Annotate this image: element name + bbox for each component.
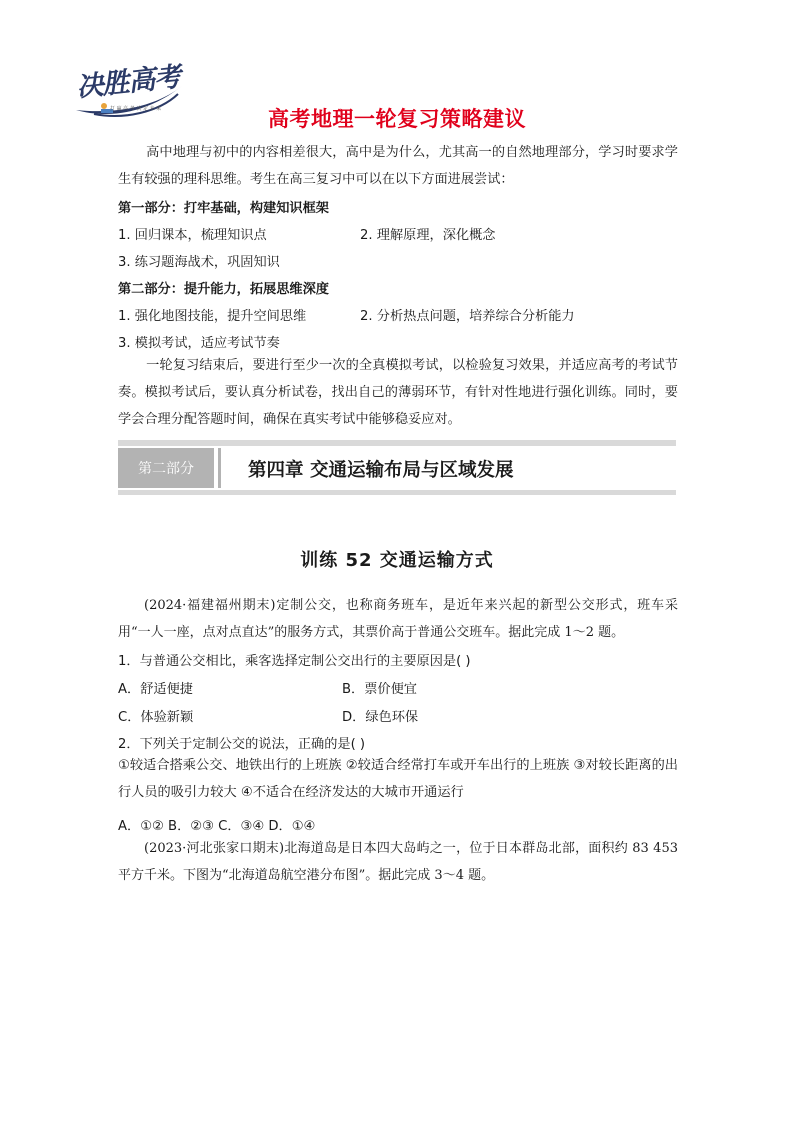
chapter-banner bbox=[118, 440, 676, 496]
intro-paragraph bbox=[118, 139, 678, 193]
passage-2 bbox=[118, 835, 678, 889]
question-1-option-c: C．体验新颖 bbox=[118, 710, 194, 725]
passage-1-text: (2024·福建福州期末)定制公交，也称商务班车，是近年来兴起的新型公交形式，班车采用“一人一座，点对点直达”的服务方式，其票价高于普通公交班车。据此完成 1～2 题。 bbox=[118, 598, 678, 640]
banner-part-tag: 第二部分 bbox=[118, 448, 214, 488]
question-2-statements: ①较适合搭乘公交、地铁出行的上班族 ②较适合经常打车或开车出行的上班族 ③对较长距离的出行人员的吸引力较大 ④不适合在经济发达的大城市开通运行 bbox=[118, 758, 678, 800]
question-1-stem: 1．与普通公交相比，乘客选择定制公交出行的主要原因是( ) bbox=[118, 654, 471, 669]
part2-item-2: 2. 分析热点问题，培养综合分析能力 bbox=[360, 309, 575, 324]
part1-item-2: 2. 理解原理，深化概念 bbox=[360, 228, 496, 243]
part2-item-1: 1. 强化地图技能，提升空间思维 bbox=[118, 309, 307, 324]
page-title: 高考地理一轮复习策略建议 bbox=[268, 107, 526, 131]
question-2-stem: 2．下列关于定制公交的说法，正确的是( ) bbox=[118, 737, 366, 752]
chapter-title: 第四章 交通运输布局与区域发展 bbox=[248, 460, 514, 481]
question-1-option-b: B．票价便宜 bbox=[342, 682, 417, 697]
banner-top-rule bbox=[118, 440, 676, 446]
part2-heading: 第二部分：提升能力，拓展思维深度 bbox=[118, 282, 329, 297]
banner-bottom-rule bbox=[118, 490, 676, 495]
logo-tagline: 打 赢 高 考 决 定 未 来 bbox=[110, 106, 162, 112]
part1-heading: 第一部分：打牢基础，构建知识框架 bbox=[118, 201, 329, 216]
part1-item-3: 3. 练习题海战术，巩固知识 bbox=[118, 255, 280, 270]
intro-text: 高中地理与初中的内容相差很大，高中是为什么，尤其高一的自然地理部分，学习时要求学生有较强的理科思维。考生在高三复习中可以在以下方面进展尝试： bbox=[118, 145, 678, 187]
passage-1 bbox=[118, 592, 678, 646]
passage-2-text: (2023·河北张家口期末)北海道岛是日本四大岛屿之一，位于日本群岛北部，面积约 83 453 平方千米。下图为“北海道岛航空港分布图”。据此完成 3～4 题。 bbox=[118, 841, 678, 883]
closing-paragraph bbox=[118, 352, 678, 433]
part2-item-3: 3. 模拟考试，适应考试节奏 bbox=[118, 336, 280, 351]
question-1-option-a: A．舒适便捷 bbox=[118, 682, 193, 697]
exercise-title: 训练 52 交通运输方式 bbox=[300, 550, 494, 571]
question-2-options: A．①② B．②③ C．③④ D．①④ bbox=[118, 819, 316, 834]
logo-text: 决胜高考 bbox=[74, 61, 182, 104]
question-1-option-d: D．绿色环保 bbox=[342, 710, 419, 725]
part1-item-1: 1. 回归课本，梳理知识点 bbox=[118, 228, 267, 243]
banner-separator bbox=[218, 448, 221, 488]
closing-text: 一轮复习结束后，要进行至少一次的全真模拟考试，以检验复习效果，并适应高考的考试节奏。模拟考试后，要认真分析试卷，找出自己的薄弱环节，有针对性地进行强化训练。同时，要学会合理分配答题时间，确保在真实考试中能够稳妥应对。 bbox=[118, 358, 678, 427]
